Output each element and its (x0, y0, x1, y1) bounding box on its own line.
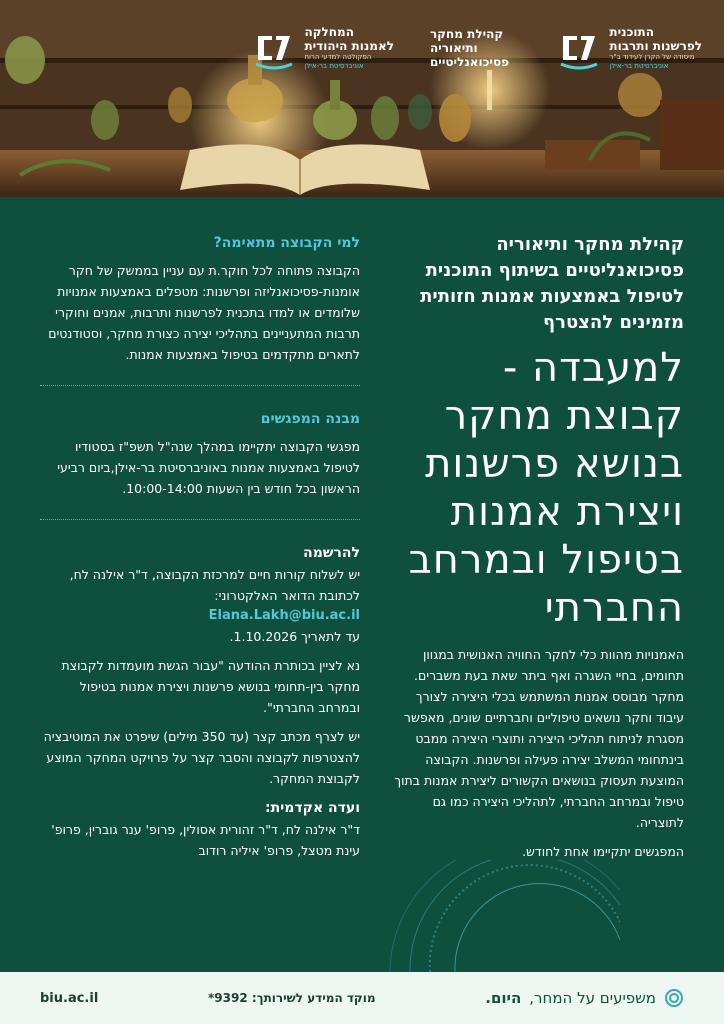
footer-slogan (485, 988, 684, 1008)
meetings-note: המפגשים יתקיימו אחת לחודש. (522, 844, 684, 859)
registration-deadline: עד לתאריך 1.10.2026. (229, 629, 360, 644)
logo-left-line1: המחלקה (304, 25, 354, 39)
divider (40, 385, 360, 386)
page-title (384, 344, 684, 632)
logo-left-line4: אוניברסיטת בר-אילן (304, 62, 364, 70)
registration-title: להרשמה (303, 545, 360, 561)
title-line: ויצירת אמנות (450, 489, 684, 535)
footer (0, 972, 724, 1024)
logo-mid-line2: ותיאוריה (429, 41, 478, 55)
header-photo (0, 0, 724, 197)
registration-text: יש לשלוח קורות חיים למרכזת הקבוצה, ד"ר אילנה לח, לכתובת הדואר האלקטרוני: (69, 567, 360, 603)
website-link[interactable]: biu.ac.il (40, 990, 99, 1006)
ring-logo-icon (664, 988, 684, 1008)
slogan-bold: היום. (485, 989, 522, 1007)
slogan-text: משפיעים על המחר, (529, 989, 656, 1007)
structure-title: מבנה המפגשים (260, 411, 360, 427)
structure-text: מפגשי הקבוצה יתקיימו במהלך שנה"ל תשפ"ז בסטודיו לטיפול באמצעות אמנות באוניברסיטת בר-אילן,ביום רביעי הראשון בכל חודש בין השעות 10:00-14:00. (57, 439, 360, 496)
who-title: למי הקבוצה מתאימה? (213, 235, 360, 251)
bar-ilan-logo-icon (557, 26, 601, 70)
registration-letter-note: יש לצרף מכתב קצר (עד 350 מילים) שיפרט את המוטיבציה להצטרפות לקבוצה והסבר קצר על פרויקט המחקר המוצע לקבוצת המחקר. (43, 729, 360, 786)
logo-right-line3: מיסודה של הקרן לעידוד ב"ר (609, 53, 695, 61)
logo-right-line2: לפרשנות ותרבות (609, 39, 702, 53)
logo-right-line4: אוניברסיטת בר-אילן (609, 62, 669, 70)
registration-subject-note: נא לציין בכותרת ההודעה "עבור הגשת מועמדות לקבוצת מחקר בין-תחומי בנושא פרשנות ויצירת אמנות בטיפול ובמרחב החברתי". (61, 658, 360, 715)
title-line: בנושא פרשנות (425, 441, 684, 487)
research-community-logo (430, 20, 509, 76)
logo-mid-line1: קהילת מחקר (429, 27, 504, 41)
logo-mid-line3: פסיכואנליטיים (429, 55, 509, 69)
body-text: האמנויות מהוות כלי לחקר החוויה האנושית במגוון תחומים, בחיי השגרה ואף ביתר שאת בעת משברים. מחקר מבוסס אמנות המשתמש בכלי היצירה לצורך עיבוד וחקר נושאים טיפוליים וחברתיים שונים, מאפשר מסגרת לניתוח תהליכי היצירה ותוצרי היצירה ממבט בינתחומי המשלב יצירה פעילה ופרשנות. הקבוצה המוצעת תעסוק בנושאים הקשורים ליצירת אמנות בתוך טיפול ובמרחב החברתי, לתהליכי היצירה כמו גם לתוצריה. (394, 647, 684, 830)
logo-left-line2: לאמנות היהודית (304, 39, 394, 53)
contact-email-link[interactable]: Elana.Lakh@biu.ac.il (208, 608, 360, 623)
divider (40, 519, 360, 520)
title-line: למעבדה - (502, 345, 684, 391)
info-column (40, 232, 360, 861)
intro-text: קהילת מחקר ותיאוריה פסיכואנליטיים בשיתוף התוכנית לטיפול באמצעות אמנות חזותית מזמינים להצטרף (420, 234, 684, 333)
bar-ilan-logo-icon (252, 26, 296, 70)
department-logo (252, 20, 394, 76)
decorative-arcs (370, 860, 620, 972)
logo-left-line3: הפקולטה למדעי הרוח (304, 53, 372, 61)
title-line: בטיפול ובמרחב (408, 537, 684, 583)
title-line: קבוצת מחקר (444, 393, 684, 439)
committee-text: ד"ר אילנה לח, ד"ר זהורית אסולין, פרופ' ענר גוברין, פרופ' עינת מטצל, פרופ' איליה רודוב (51, 822, 360, 858)
program-logo (557, 20, 702, 76)
who-text: הקבוצה פתוחה לכל חוקר.ת עם עניין בממשק של חקר אומנות-פסיכואנליזה ופרשנות: מטפלים באמצעות אמנויות שלומדים או למדו בתכנית לפרשנות ותרבות, אמנים וחוקרי תרבות המתעניינים בתהליכי יצירה כצורת מחקר, וסטודנטים לתארים מתקדמים בטיפול באמצעות אמנות. (48, 263, 360, 362)
committee-title: ועדה אקדמית: (265, 800, 360, 816)
logo-right-line1: התוכנית (609, 25, 654, 39)
info-center: מוקד המידע לשירותך: 9392* (207, 991, 376, 1005)
title-line: החברתי (544, 585, 684, 631)
main-column (384, 232, 684, 862)
